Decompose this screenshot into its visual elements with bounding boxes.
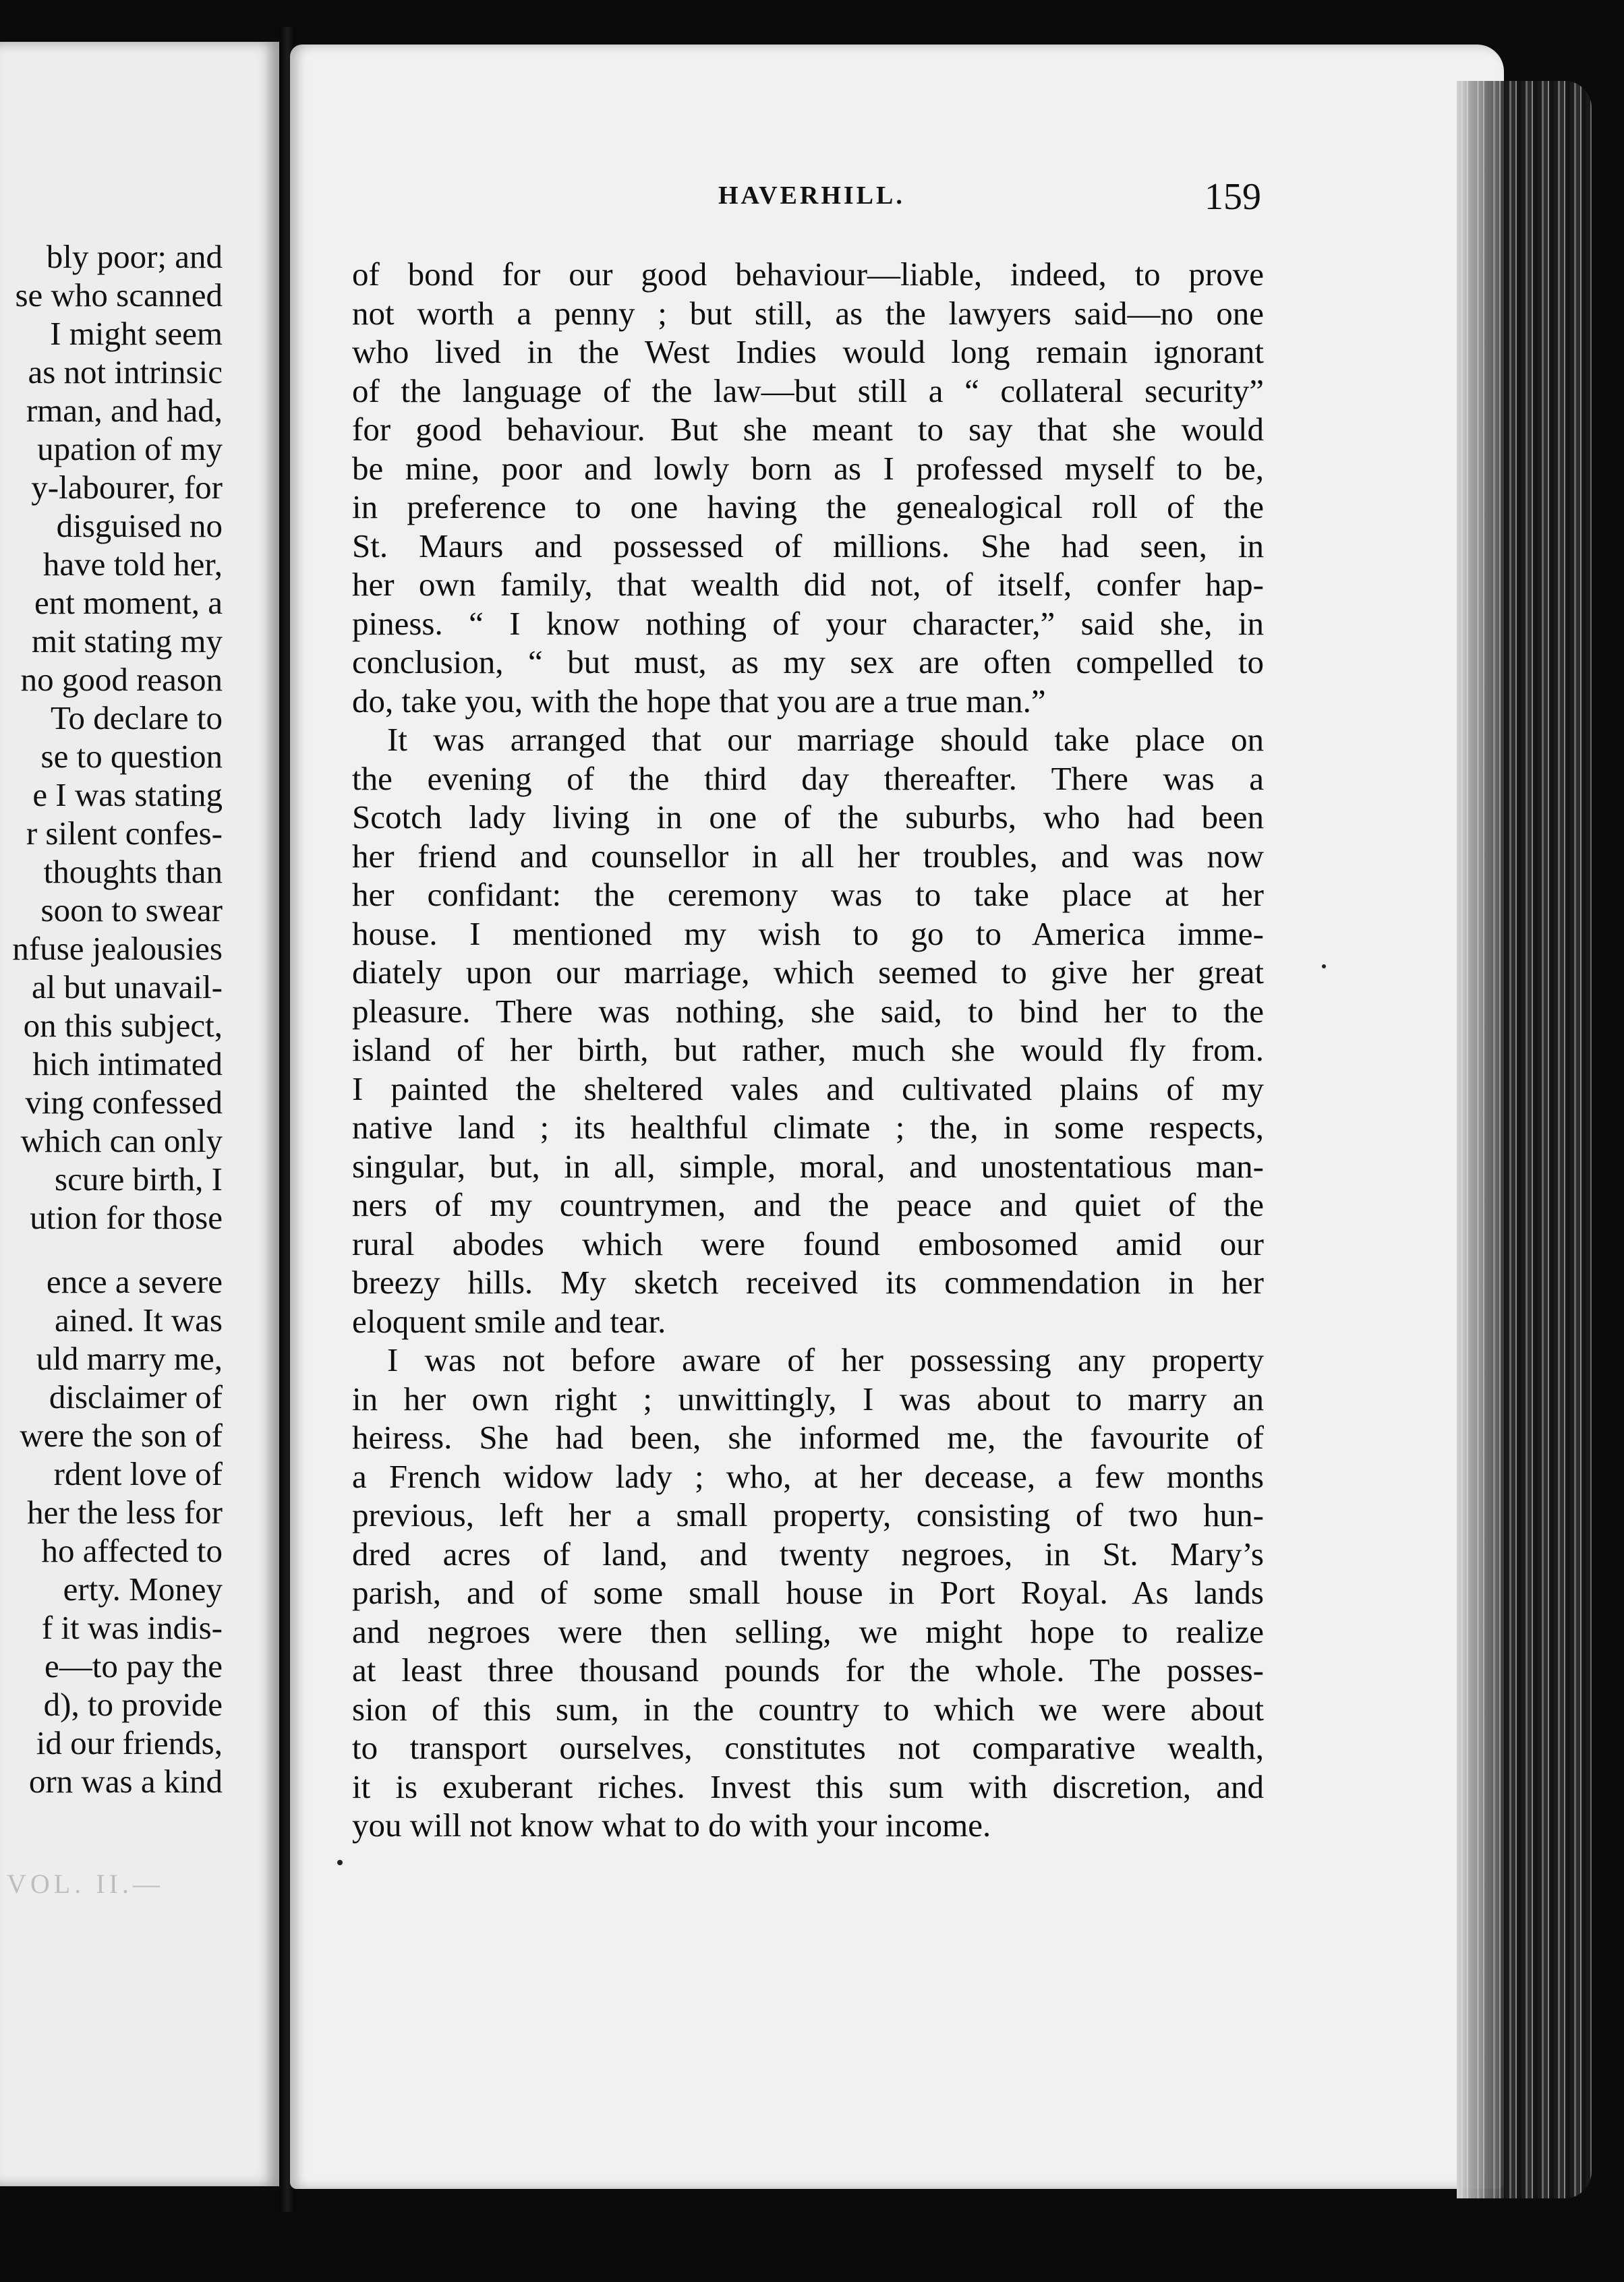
- running-head: HAVERHILL.: [718, 181, 905, 210]
- body-line: and negroes were then selling, we might hope to realize: [352, 1612, 1264, 1650]
- left-page: [0, 42, 279, 2186]
- body-line: house. I mentioned my wish to go to America imme-: [352, 914, 1264, 952]
- ink-speck: [1322, 964, 1326, 968]
- left-page-line: ent moment, a: [34, 584, 223, 621]
- body-line: sion of this sum, in the country to which we were about: [352, 1690, 1264, 1728]
- left-page-line: [0, 1237, 223, 1262]
- body-line: in her own right ; unwittingly, I was about to marry an: [352, 1380, 1264, 1417]
- body-line: St. Maurs and possessed of millions. She had seen, in: [352, 527, 1264, 564]
- body-line: of the language of the law—but still a “ collateral security”: [352, 372, 1264, 409]
- body-line: parish, and of some small house in Port Royal. As lands: [352, 1574, 1264, 1611]
- body-line: conclusion, “ but must, as my sex are often compelled to: [352, 643, 1264, 680]
- left-page-line: f it was indis-: [41, 1609, 223, 1646]
- left-page-line: se to question: [40, 738, 223, 775]
- left-page-line: uld marry me,: [36, 1340, 223, 1377]
- body-line: you will not know what to do with your income.: [352, 1807, 991, 1844]
- left-page-line: d), to provide: [43, 1686, 223, 1723]
- body-line: be mine, poor and lowly born as I professed myself to be,: [352, 449, 1264, 487]
- left-page-line: thoughts than: [43, 853, 223, 890]
- left-page-line: erty. Money: [63, 1571, 223, 1608]
- page-number: 159: [1205, 176, 1261, 218]
- body-text: [352, 255, 1264, 1845]
- body-line: in preference to one having the genealogical roll of the: [352, 488, 1264, 525]
- left-page-line: as not intrinsic: [28, 353, 223, 390]
- body-line: pleasure. There was nothing, she said, to bind her to the: [352, 992, 1264, 1030]
- left-page-line: soon to swear: [40, 891, 223, 929]
- left-page-line: orn was a kind: [28, 1763, 223, 1800]
- body-line: island of her birth, but rather, much she would fly from.: [352, 1031, 1264, 1068]
- left-page-line: al but unavail-: [31, 968, 223, 1005]
- body-line: the evening of the third day thereafter. There was a: [352, 759, 1264, 797]
- body-line: at least three thousand pounds for the whole. The posses-: [352, 1651, 1264, 1689]
- body-line: of bond for our good behaviour—liable, indeed, to prove: [352, 256, 1264, 293]
- body-line: it is exuberant riches. Invest this sum with discretion, and: [352, 1767, 1264, 1805]
- page-header: [357, 175, 1261, 223]
- left-page-line: bly poor; and: [46, 238, 223, 275]
- page-edge-highlight: [1457, 81, 1504, 2198]
- left-page-line: no good reason: [20, 661, 223, 698]
- body-line: piness. “ I know nothing of your character,” said she, in: [352, 604, 1264, 642]
- body-line: a French widow lady ; who, at her decease, a few months: [352, 1457, 1264, 1495]
- body-line: do, take you, with the hope that you are a true man.”: [352, 682, 1046, 720]
- left-page-line: her the less for: [27, 1494, 223, 1531]
- body-line: breezy hills. My sketch received its commendation in her: [352, 1264, 1264, 1301]
- left-page-line: have told her,: [42, 546, 223, 583]
- body-line: her friend and counsellor in all her troubles, and was now: [352, 837, 1264, 875]
- body-line: native land ; its healthful climate ; the, in some respects,: [352, 1109, 1264, 1146]
- body-line: not worth a penny ; but still, as the lawyers said—no one: [352, 294, 1264, 332]
- left-page-line: disguised no: [56, 507, 223, 544]
- left-page-line: ence a severe: [46, 1263, 223, 1300]
- body-line: to transport ourselves, constitutes not comparative wealth,: [352, 1729, 1264, 1766]
- left-page-line: mit stating my: [31, 622, 223, 660]
- left-page-line: scure birth, I: [55, 1161, 223, 1198]
- left-page-line: on this subject,: [23, 1007, 223, 1044]
- body-line: I was not before aware of her possessing any property: [387, 1341, 1264, 1378]
- body-line: her confidant: the ceremony was to take place at her: [352, 876, 1264, 913]
- body-line: heiress. She had been, she informed me, the favourite of: [352, 1419, 1264, 1456]
- left-page-line: ution for those: [30, 1199, 223, 1236]
- left-page-footer: VOL. II.—: [7, 1869, 164, 1899]
- left-page-line: e—to pay the: [45, 1647, 223, 1685]
- body-line: singular, but, in all, simple, moral, and unostentatious man-: [352, 1147, 1264, 1185]
- left-page-line: were the son of: [20, 1417, 223, 1454]
- left-page-line: se who scanned: [15, 276, 223, 314]
- body-line: I painted the sheltered vales and cultivated plains of my: [352, 1070, 1264, 1107]
- body-line: her own family, that wealth did not, of itself, confer hap-: [352, 566, 1264, 603]
- left-page-line: hich intimated: [32, 1045, 223, 1082]
- body-line: ners of my countrymen, and the peace and quiet of the: [352, 1186, 1264, 1223]
- body-line: dred acres of land, and twenty negroes, in St. Mary’s: [352, 1535, 1264, 1573]
- left-page-line: To declare to: [50, 699, 223, 736]
- body-line: diately upon our marriage, which seemed to give her great: [352, 954, 1264, 991]
- body-line: for good behaviour. But she meant to say that she would: [352, 411, 1264, 448]
- body-line: Scotch lady living in one of the suburbs, who had been: [352, 798, 1264, 836]
- ink-speck: [337, 1860, 343, 1865]
- body-line: eloquent smile and tear.: [352, 1302, 666, 1340]
- left-page-line: rman, and had,: [26, 392, 223, 429]
- left-page-text: [0, 237, 223, 1801]
- left-page-line: ained. It was: [55, 1301, 223, 1339]
- left-page-line: disclaimer of: [49, 1378, 223, 1415]
- left-page-line: I might seem: [50, 315, 223, 352]
- body-line: who lived in the West Indies would long remain ignorant: [352, 333, 1264, 370]
- left-page-line: r silent confes-: [26, 815, 223, 852]
- left-page-line: nfuse jealousies: [12, 930, 223, 967]
- body-line: It was arranged that our marriage should take place on: [387, 721, 1264, 758]
- left-page-line: rdent love of: [53, 1455, 223, 1492]
- left-page-line: ho affected to: [41, 1532, 223, 1569]
- left-page-line: id our friends,: [36, 1724, 223, 1761]
- left-page-line: y-labourer, for: [31, 469, 223, 506]
- left-page-line: e I was stating: [32, 776, 223, 813]
- left-page-line: upation of my: [37, 430, 223, 467]
- left-page-line: ving confessed: [25, 1084, 223, 1121]
- body-line: rural abodes which were found embosomed amid our: [352, 1225, 1264, 1262]
- body-line: previous, left her a small property, consisting of two hun-: [352, 1496, 1264, 1533]
- left-page-line: which can only: [20, 1122, 223, 1159]
